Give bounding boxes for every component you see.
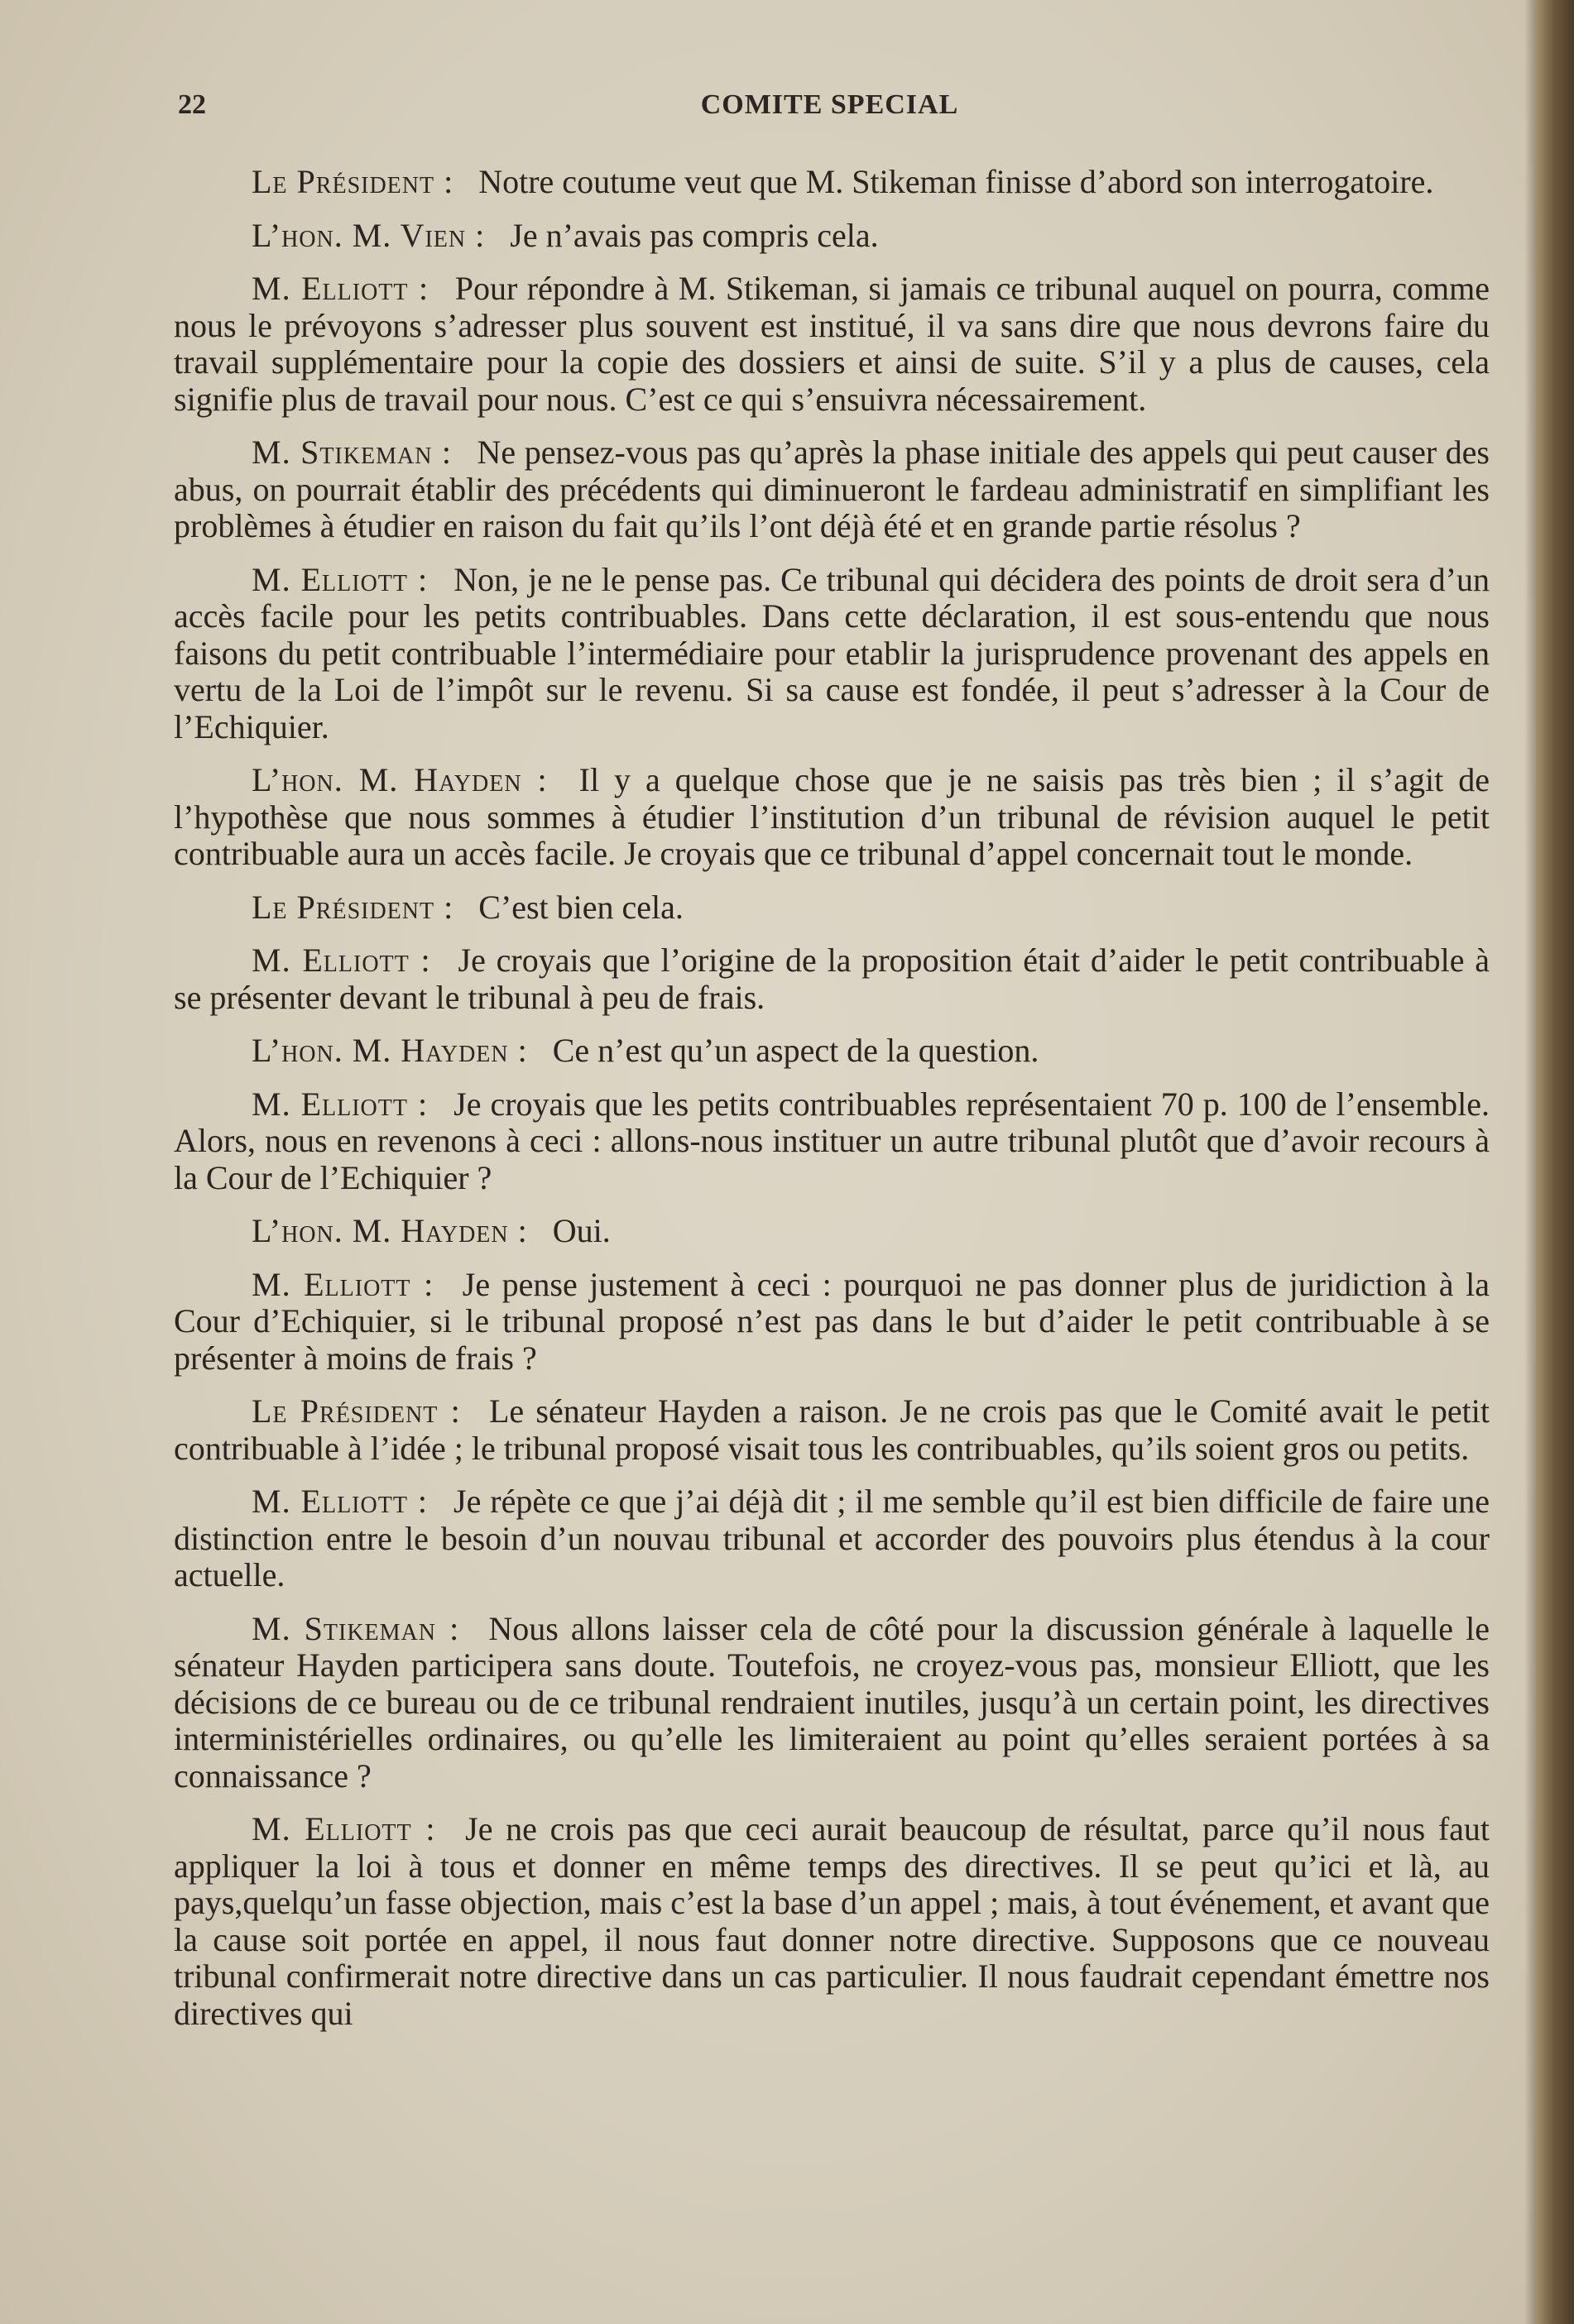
transcript-paragraph [174,1393,1490,1467]
speech-text: Notre coutume veut que M. Stikeman finisse d’abord son interrogatoire. [478,163,1434,200]
speech-text: C’est bien cela. [478,888,684,926]
transcript-paragraph [174,164,1490,201]
speaker-name: M. Stikeman : [252,434,453,471]
speech-text: Je pense justement à ceci : pourquoi ne pas donner plus de juridiction à la Cour d’Echiquier, si le tribunal proposé n’est pas dans le but d’aider le petit contribuable à se présenter à moins de frais ? [174,1265,1490,1377]
transcript-paragraph [174,434,1490,545]
speaker-name: M. Elliott : [252,1085,429,1123]
transcript-body [174,164,1490,2048]
transcript-paragraph [174,889,1490,927]
speech-text: Nous allons laisser cela de côté pour la discussion générale à laquelle le sénateur Hayden participera sans doute. Toutefois, ne croyez-vous pas, monsieur Elliott, que les décisions de ce bureau ou de ce tribunal rendraient inutiles, jusqu’à un certain point, les directives interministérielles ordinaires, ou qu’elle les limiteraient au point qu’elles seraient portées à sa connaissance ? [174,1609,1490,1795]
page-gutter-shadow [1524,0,1536,2324]
running-head: COMITE SPECIAL [700,89,959,120]
speech-text: Je n’avais pas compris cela. [510,216,879,254]
speaker-name: M. Elliott : [252,1265,434,1303]
speaker-name: Le Président : [252,163,454,200]
speech-text: Pour répondre à M. Stikeman, si jamais ce tribunal auquel on pourra, comme nous le prévoyons s’adresser plus souvent est institué, il va sans dire que nous devrons faire du travail supplémentaire pour la copie des dossiers et ainsi de suite. S’il y a plus de causes, cela signifie plus de travail pour nous. C’est ce qui s’ensuivra nécessairement. [174,270,1490,418]
transcript-paragraph [174,1267,1490,1378]
speech-text: Je croyais que les petits contribuables représentaient 70 p. 100 de l’ensemble. Alors, nous en revenons à ceci : allons-nous instituer un autre tribunal plutôt que d’avoir recours à la Cour de l’Echiquier ? [174,1085,1490,1196]
transcript-paragraph [174,1811,1490,2032]
speaker-name: L’hon. M. Hayden : [252,761,548,798]
speech-text: Il y a quelque chose que je ne saisis pas très bien ; il s’agit de l’hypothèse que nous sommes à étudier l’institution d’un tribunal de révision auquel le petit contribuable aura un accès facile. Je croyais que ce tribunal d’appel concernait tout le monde. [174,761,1490,872]
speaker-name: L’hon. M. Vien : [252,216,486,254]
speaker-name: Le Président : [252,888,454,926]
speaker-name: M. Stikeman : [252,1609,460,1647]
transcript-paragraph [174,218,1490,255]
speaker-name: Le Président : [252,1392,461,1430]
speaker-name: M. Elliott : [252,1483,429,1520]
speaker-name: M. Elliott : [252,1810,436,1847]
page-number: 22 [178,89,206,120]
transcript-paragraph [174,271,1490,418]
transcript-paragraph [174,762,1490,873]
speech-text: Ne pensez-vous pas qu’après la phase initiale des appels qui peut causer des abus, on pourrait établir des précédents qui diminueront le fardeau administratif en simplifiant les problèmes à étudier en raison du fait qu’ils l’ont déjà été et en grande partie résolus ? [174,434,1490,544]
speaker-name: M. Elliott : [252,560,429,598]
transcript-paragraph [174,562,1490,746]
speech-text: Oui. [552,1212,611,1249]
transcript-paragraph [174,1033,1490,1070]
transcript-paragraph [174,1611,1490,1795]
speech-text: Je répète ce que j’ai déjà dit ; il me semble qu’il est bien difficile de faire une distinction entre le besoin d’un nouvau tribunal et accorder des pouvoirs plus étendus à la cour actuelle. [174,1483,1490,1593]
speaker-name: M. Elliott : [252,270,429,307]
speech-text: Non, je ne le pense pas. Ce tribunal qui décidera des points de droit sera d’un accès facile pour les petits contribuables. Dans cette déclaration, il est sous-entendu que nous faisons du petit contribuable l’intermédiaire pour etablir la jurisprudence provenant des appels en vertu de la Loi de l’impôt sur le revenu. Si sa cause est fondée, il peut s’adresser à la Cour de l’Echiquier. [174,560,1490,745]
transcript-paragraph [174,942,1490,1016]
transcript-paragraph [174,1086,1490,1197]
speech-text: Je croyais que l’origine de la proposition était d’aider le petit contribuable à se présenter devant le tribunal à peu de frais. [174,942,1490,1016]
transcript-paragraph [174,1213,1490,1250]
speaker-name: L’hon. M. Hayden : [252,1032,528,1069]
book-spine [1536,0,1574,2324]
page-header [178,89,1481,126]
speech-text: Ce n’est qu’un aspect de la question. [552,1032,1039,1069]
speaker-name: L’hon. M. Hayden : [252,1212,528,1249]
transcript-paragraph [174,1483,1490,1594]
speech-text: Je ne crois pas que ceci aurait beaucoup de résultat, parce qu’il nous faut appliquer la loi à tous et donner en même temps des directives. Il se peut qu’ici et là, au pays,quelqu’un fasse objection, mais c’est la base d’un appel ; mais, à tout événement, et avant que la cause soit portée en appel, il nous faut donner notre directive. Supposons que ce nouveau tribunal confirmerait notre directive dans un cas particulier. Il nous faudrait cependant émettre nos directives qui [174,1810,1490,2032]
speech-text: Le sénateur Hayden a raison. Je ne crois pas que le Comité avait le petit contribuable à l’idée ; le tribunal proposé visait tous les contribuables, qu’ils soient gros ou petits. [174,1392,1490,1467]
speaker-name: M. Elliott : [252,942,431,979]
